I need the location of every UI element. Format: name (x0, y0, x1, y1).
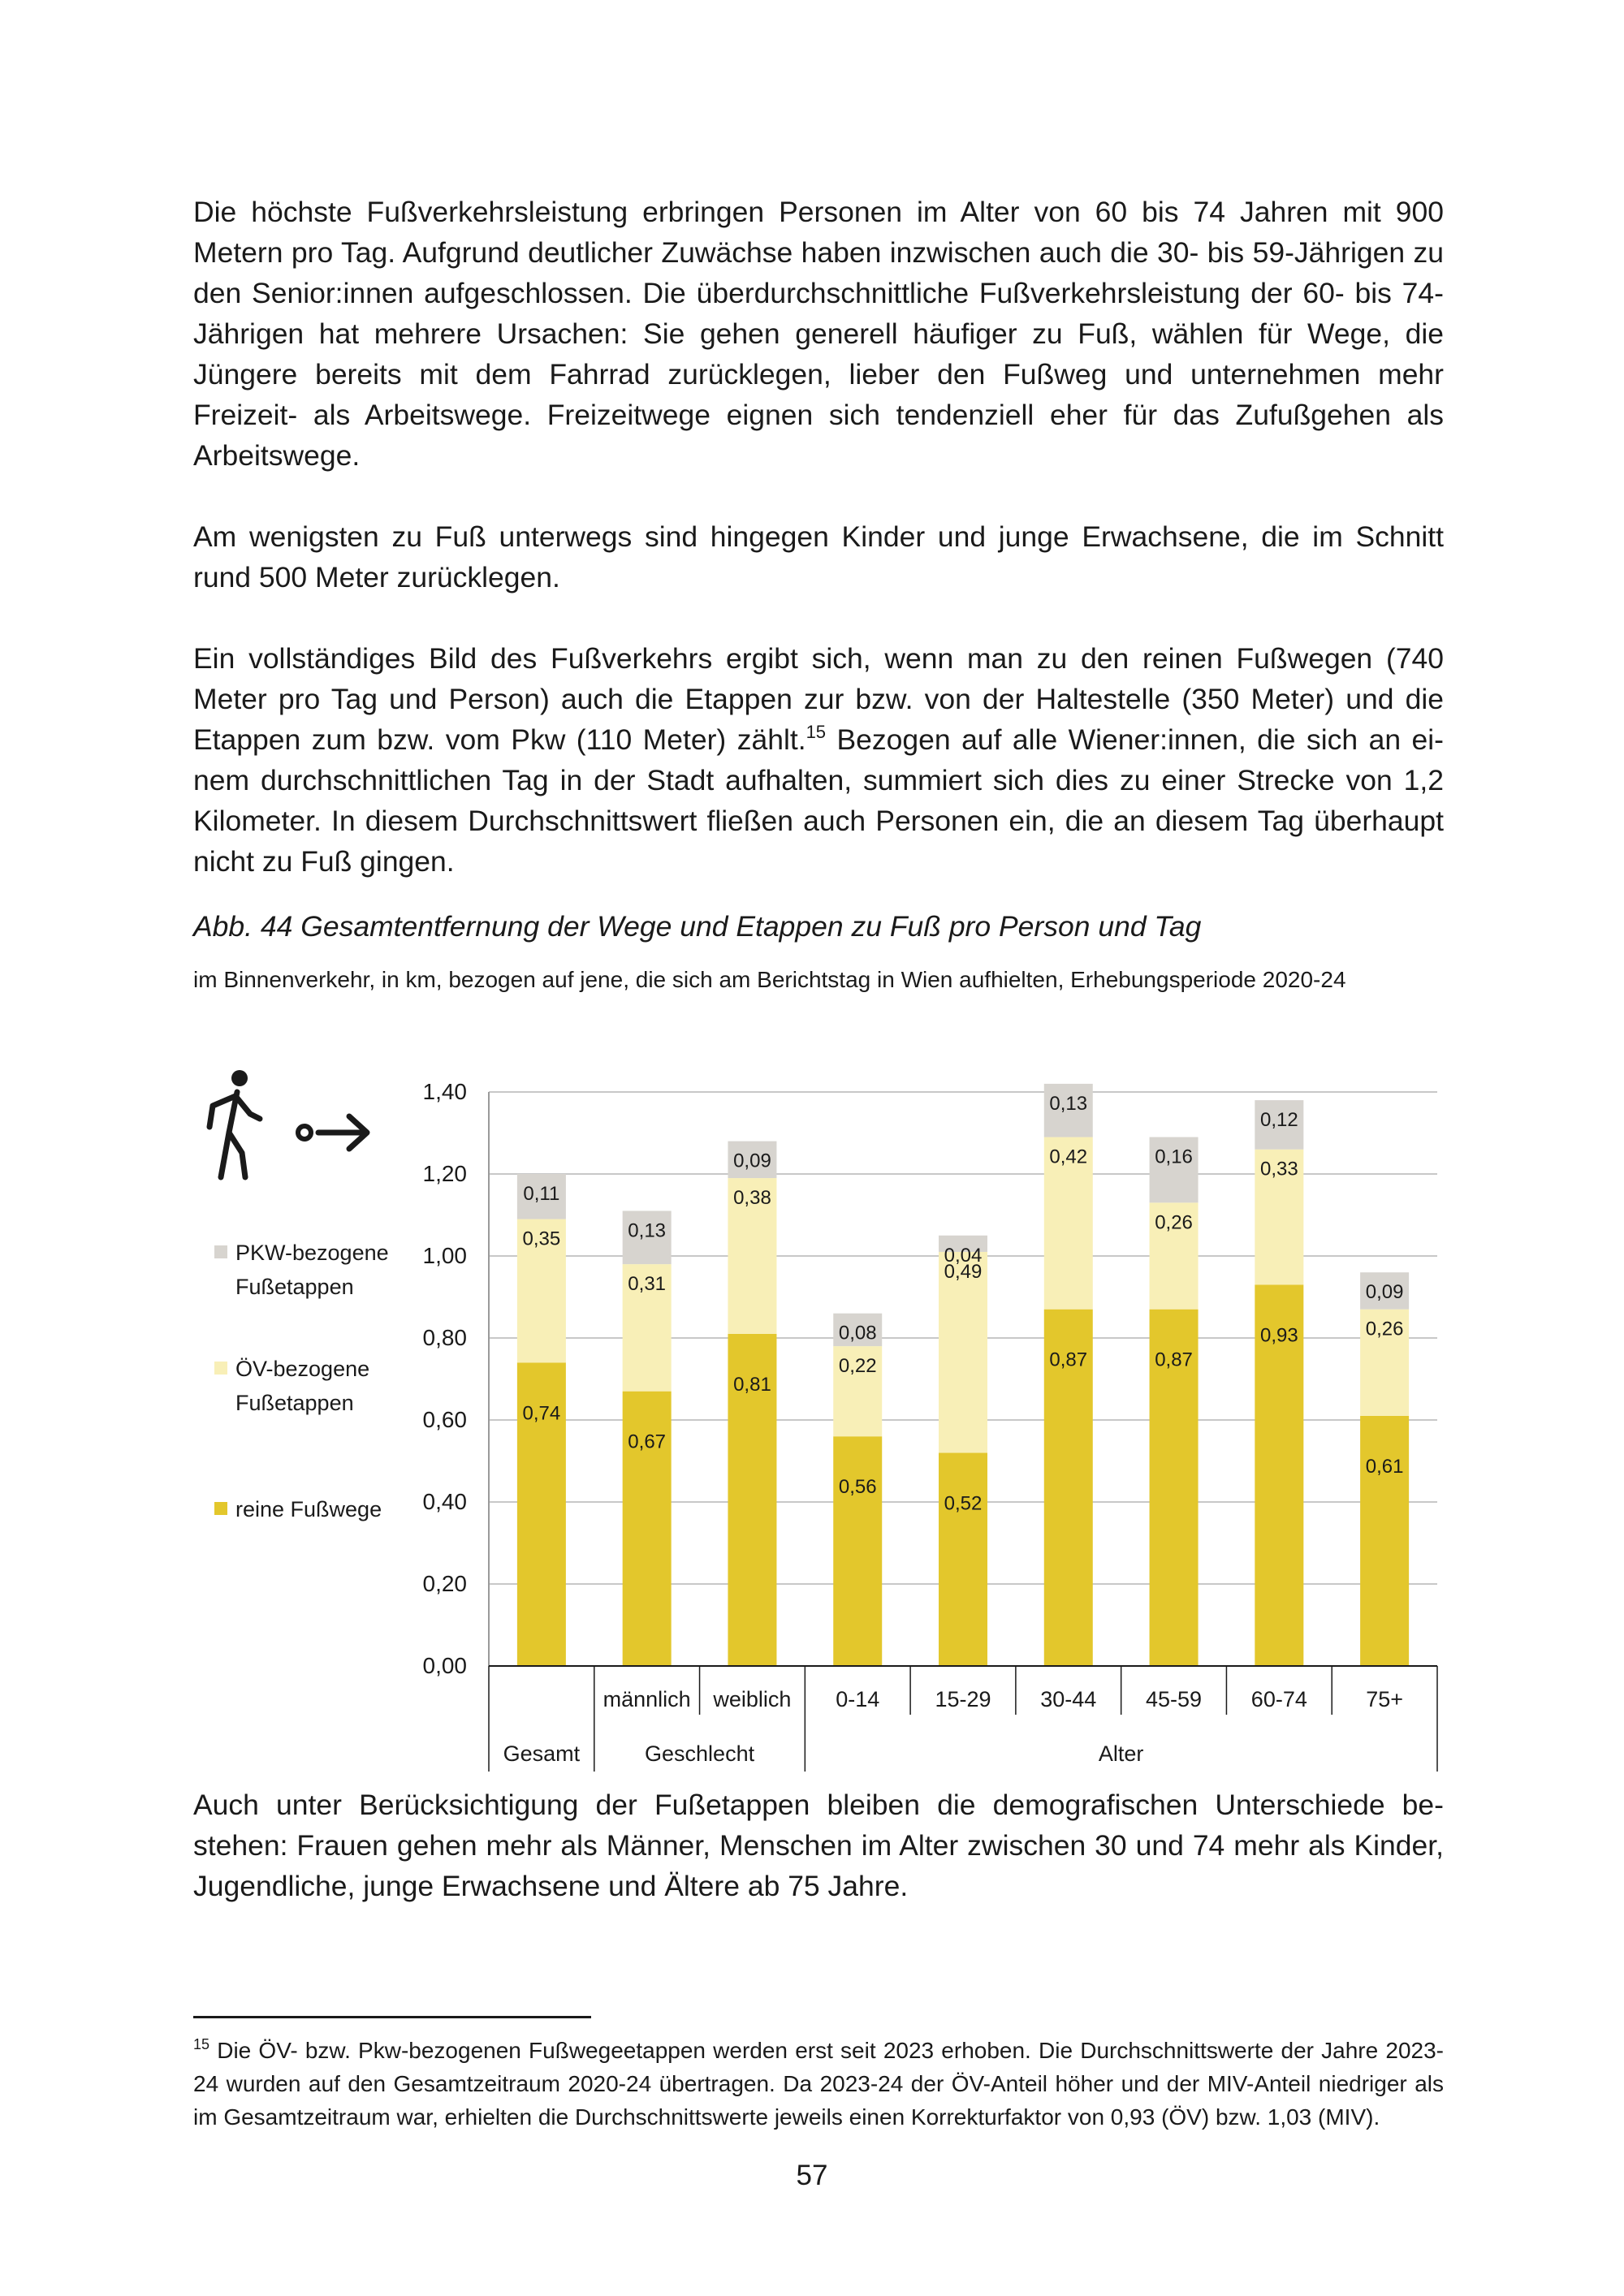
bar-segment (1360, 1416, 1409, 1666)
pedestrian-arrow-icon (209, 1070, 367, 1177)
y-tick-label: 0,20 (422, 1571, 467, 1596)
data-label: 0,13 (1049, 1092, 1088, 1115)
footnote (193, 2034, 1444, 2134)
paragraph-2: Am wenigsten zu Fuß unterwegs sind hingegen Kinder und junge Erwachsene, die im Schnitt rund 500 Meter zurücklegen. (193, 520, 1444, 593)
data-label: 0,09 (733, 1150, 771, 1172)
x-tick-label: 45-59 (1146, 1687, 1203, 1711)
figure-subtitle: im Binnenverkehr, in km, bezogen auf jene, die sich am Berichtstag in Wien aufhielten, Erhebungsperiode 2020-24 (193, 967, 1346, 992)
legend-swatch (214, 1245, 227, 1258)
legend-label: Fußetappen (235, 1391, 354, 1415)
data-label: 0,87 (1155, 1349, 1193, 1371)
figure-title: Abb. 44 Gesamtentfernung der Wege und Etappen zu Fuß pro Person und Tag (193, 910, 1202, 943)
paragraph-3-text-b: Bezogen auf alle Wiener:innen, die sich an einem durchschnittlichen Tag in der Stadt aufhalten, summiert sich dies zu einer Strecke von 1,2 Kilometer. In diesem Durchschnittswert fließen auch Personen ein, die an diesem Tag überhaupt nicht zu Fuß gingen. (193, 723, 1444, 878)
paragraph-3 (193, 638, 1444, 882)
y-tick-label: 0,00 (422, 1653, 467, 1678)
data-label: 0,42 (1049, 1146, 1088, 1168)
y-tick-label: 1,20 (422, 1161, 467, 1186)
data-label: 0,61 (1365, 1455, 1404, 1478)
bar-segment (833, 1436, 882, 1666)
data-label: 0,81 (733, 1373, 771, 1396)
legend-swatch (214, 1502, 227, 1515)
footnote-divider (193, 2016, 591, 2018)
legend-swatch (214, 1362, 227, 1375)
legend-label: reine Fußwege (235, 1497, 382, 1521)
footnote-text: Die ÖV- bzw. Pkw-bezogenen Fußwegeetappen werden erst seit 2023 erhoben. Die Durchschnittswerte der Jahre 2023-24 wurden auf den Gesamtzeitraum 2020-24 übertragen. Da 2023-24 der ÖV-Anteil höher und der MIV-Anteil niedriger als im Gesamtzeitraum war, erhielten die Durchschnittswerte jeweils einen Korrekturfaktor von 0,93 (ÖV) bzw. 1,03 (MIV). (193, 2038, 1444, 2130)
footnote-number: 15 (193, 2036, 210, 2052)
data-label: 0,13 (628, 1219, 667, 1242)
data-label: 0,52 (944, 1492, 983, 1515)
x-tick-label: 0-14 (836, 1687, 880, 1711)
y-tick-label: 1,40 (422, 1079, 467, 1104)
x-tick-label: männlich (603, 1687, 691, 1711)
x-tick-label: 60-74 (1250, 1687, 1307, 1711)
y-tick-label: 0,40 (422, 1489, 467, 1514)
paragraph-3-text-a: Ein vollständiges Bild des Fußverkehrs ergibt sich, wenn man zu den reinen Fußwegen (740 Meter pro Tag und Person) auch die Etappen zur bzw. von der Haltestelle (350 Meter) und die Etappen zum bzw. vom Pkw (110 Meter) zählt. (193, 642, 1444, 756)
legend-label: PKW-bezogene (235, 1241, 389, 1265)
legend-label: ÖV-bezogene (235, 1357, 370, 1381)
data-label: 0,74 (522, 1402, 561, 1425)
data-label: 0,56 (838, 1476, 877, 1499)
group-label: Alter (1098, 1741, 1144, 1766)
y-tick-label: 0,60 (422, 1407, 467, 1432)
data-label: 0,31 (628, 1273, 667, 1296)
page-number: 57 (796, 2160, 828, 2191)
data-label: 0,22 (838, 1355, 877, 1378)
data-label: 0,04 (944, 1244, 983, 1267)
group-label: Gesamt (503, 1741, 581, 1766)
bar-segment (939, 1452, 987, 1666)
y-tick-label: 0,80 (422, 1325, 467, 1350)
data-label: 0,11 (523, 1183, 560, 1205)
data-label: 0,35 (522, 1228, 561, 1250)
data-label: 0,26 (1155, 1211, 1193, 1234)
footnote-reference: 15 (806, 722, 827, 742)
data-label: 0,38 (733, 1187, 771, 1210)
data-label: 0,26 (1365, 1318, 1404, 1340)
paragraph-4: Auch unter Berücksichtigung der Fußetappen bleiben die demografischen Unterschiede bestehen: Frauen gehen mehr als Männer, Menschen im Alter zwischen 30 und 74 mehr als Kinder, Jugendliche, junge Erwachsene und Ältere ab 75 Jahre. (193, 1789, 1444, 1902)
data-label: 0,09 (1365, 1281, 1404, 1304)
y-tick-label: 1,00 (422, 1243, 467, 1268)
stacked-bar-chart (179, 1055, 1462, 1778)
data-label: 0,16 (1155, 1146, 1193, 1168)
data-label: 0,12 (1259, 1109, 1298, 1132)
data-label: 0,33 (1259, 1158, 1298, 1180)
group-label: Geschlecht (645, 1741, 755, 1766)
data-label: 0,67 (628, 1431, 667, 1453)
x-tick-label: 15-29 (935, 1687, 991, 1711)
x-tick-label: weiblich (713, 1687, 792, 1711)
x-tick-label: 75+ (1366, 1687, 1404, 1711)
x-tick-label: 30-44 (1040, 1687, 1097, 1711)
data-label: 0,93 (1259, 1324, 1298, 1347)
paragraph-1: Die höchste Fußverkehrsleistung erbringen Personen im Alter von 60 bis 74 Jahren mit 900 Metern pro Tag. Aufgrund deutlicher Zuwächse haben inzwischen auch die 30- bis 59-Jährigen zu den Senior:innen aufgeschlossen. Die überdurchschnittliche Fußverkehrsleistung der 60- bis 74-Jährigen hat mehrere Ursachen: Sie gehen generell häufiger zu Fuß, wählen für Wege, die Jüngere bereits mit dem Fahrrad zurücklegen, lieber den Fußweg und unternehmen mehr Freizeit- als Arbeitswege. Freizeitwege eignen sich tendenziell eher für das Zufußgehen als Arbeitswege. (193, 196, 1444, 472)
legend-label: Fußetappen (235, 1275, 354, 1299)
data-label: 0,87 (1049, 1349, 1088, 1371)
data-label: 0,49 (944, 1260, 983, 1283)
data-label: 0,08 (838, 1322, 877, 1344)
